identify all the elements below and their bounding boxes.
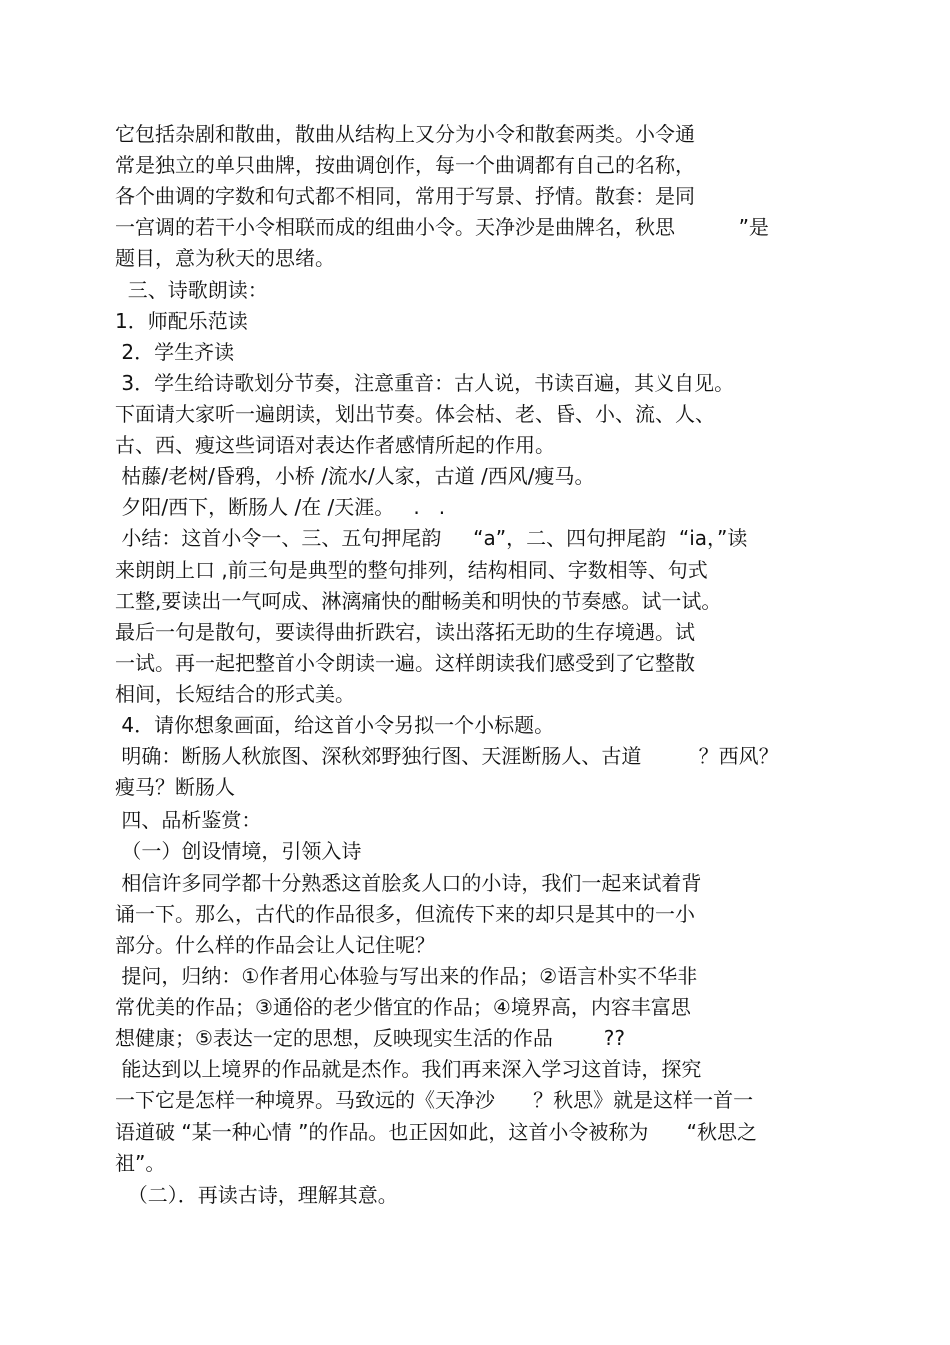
- text-line: 瘦马？断肠人: [115, 775, 235, 799]
- text-line: 相间，长短结合的形式美。: [115, 682, 355, 706]
- text-line: 下面请大家听一遍朗读，划出节奏。体会枯、老、昏、小、流、人、: [115, 402, 715, 426]
- text-line: 一试。再一起把整首小令朗读一遍。这样朗读我们感受到了它整散: [115, 651, 695, 675]
- text-line: 语道破 “某一种心情 ”的作品。也正因如此，这首小令被称为 “秋思之: [115, 1120, 757, 1144]
- poem-line: 夕阳/西下，断肠人 /在 /天涯。 . .: [115, 495, 446, 519]
- section-heading: 三、诗歌朗读：: [115, 278, 268, 302]
- text-line: 4．请你想象画面，给这首小令另拟一个小标题。: [115, 713, 555, 737]
- text-line: 2．学生齐读: [115, 340, 235, 364]
- text-line: 祖”。: [115, 1151, 166, 1175]
- subsection-heading: （一）创设情境，引领入诗: [115, 839, 362, 863]
- text-line: 一下它是怎样一种境界。马致远的《天净沙 ？秋思》就是这样一首一: [115, 1088, 754, 1112]
- poem-line: 枯藤/老树/昏鸦，小桥 /流水/人家，古道 /西风/瘦马。: [115, 464, 595, 488]
- text-line: 工整,要读出一气呵成、淋漓痛快的酣畅美和明快的节奏感。试一试。: [115, 589, 722, 613]
- text-line: 小结：这首小令一、三、五句押尾韵 “a”，二、四句押尾韵 “ia，”读: [115, 526, 748, 550]
- text-line: 一宫调的若干小令相联而成的组曲小令。天净沙是曲牌名，秋思 ”是: [115, 215, 769, 239]
- text-line: 提问，归纳：①作者用心体验与写出来的作品；②语言朴实不华非: [115, 964, 698, 988]
- text-line: 来朗朗上口 ,前三句是典型的整句排列，结构相同、字数相等、句式: [115, 558, 708, 582]
- subsection-heading: （二）．再读古诗，理解其意。: [115, 1183, 398, 1207]
- text-line: 相信许多同学都十分熟悉这首脍炙人口的小诗，我们一起来试着背: [115, 871, 702, 895]
- text-line: 部分。什么样的作品会让人记住呢？: [115, 933, 435, 957]
- text-line: 常是独立的单只曲牌，按曲调创作，每一个曲调都有自己的名称，: [115, 153, 695, 177]
- section-heading: 四、品析鉴赏：: [115, 808, 262, 832]
- text-line: 古、西、瘦这些词语对表达作者感情所起的作用。: [115, 433, 555, 457]
- text-line: 最后一句是散句，要读得曲折跌宕，读出落拓无助的生存境遇。试: [115, 620, 695, 644]
- text-line: 想健康；⑤表达一定的思想，反映现实生活的作品 ??: [115, 1026, 626, 1050]
- text-line: 诵一下。那么，古代的作品很多，但流传下来的却只是其中的一小: [115, 902, 695, 926]
- text-line: 明确：断肠人秋旅图、深秋郊野独行图、天涯断肠人、古道 ？西风？: [115, 744, 779, 768]
- text-line: 它包括杂剧和散曲，散曲从结构上又分为小令和散套两类。小令通: [115, 122, 695, 146]
- text-line: 题目，意为秋天的思绪。: [115, 246, 335, 270]
- text-line: 1．师配乐范读: [115, 309, 248, 333]
- text-line: 能达到以上境界的作品就是杰作。我们再来深入学习这首诗，探究: [115, 1057, 702, 1081]
- text-line: 3．学生给诗歌划分节奏，注意重音：古人说，书读百遍，其义自见。: [115, 371, 735, 395]
- text-line: 常优美的作品；③通俗的老少偕宜的作品；④境界高，内容丰富思: [115, 995, 691, 1019]
- text-line: 各个曲调的字数和句式都不相同，常用于写景、抒情。散套：是同: [115, 184, 695, 208]
